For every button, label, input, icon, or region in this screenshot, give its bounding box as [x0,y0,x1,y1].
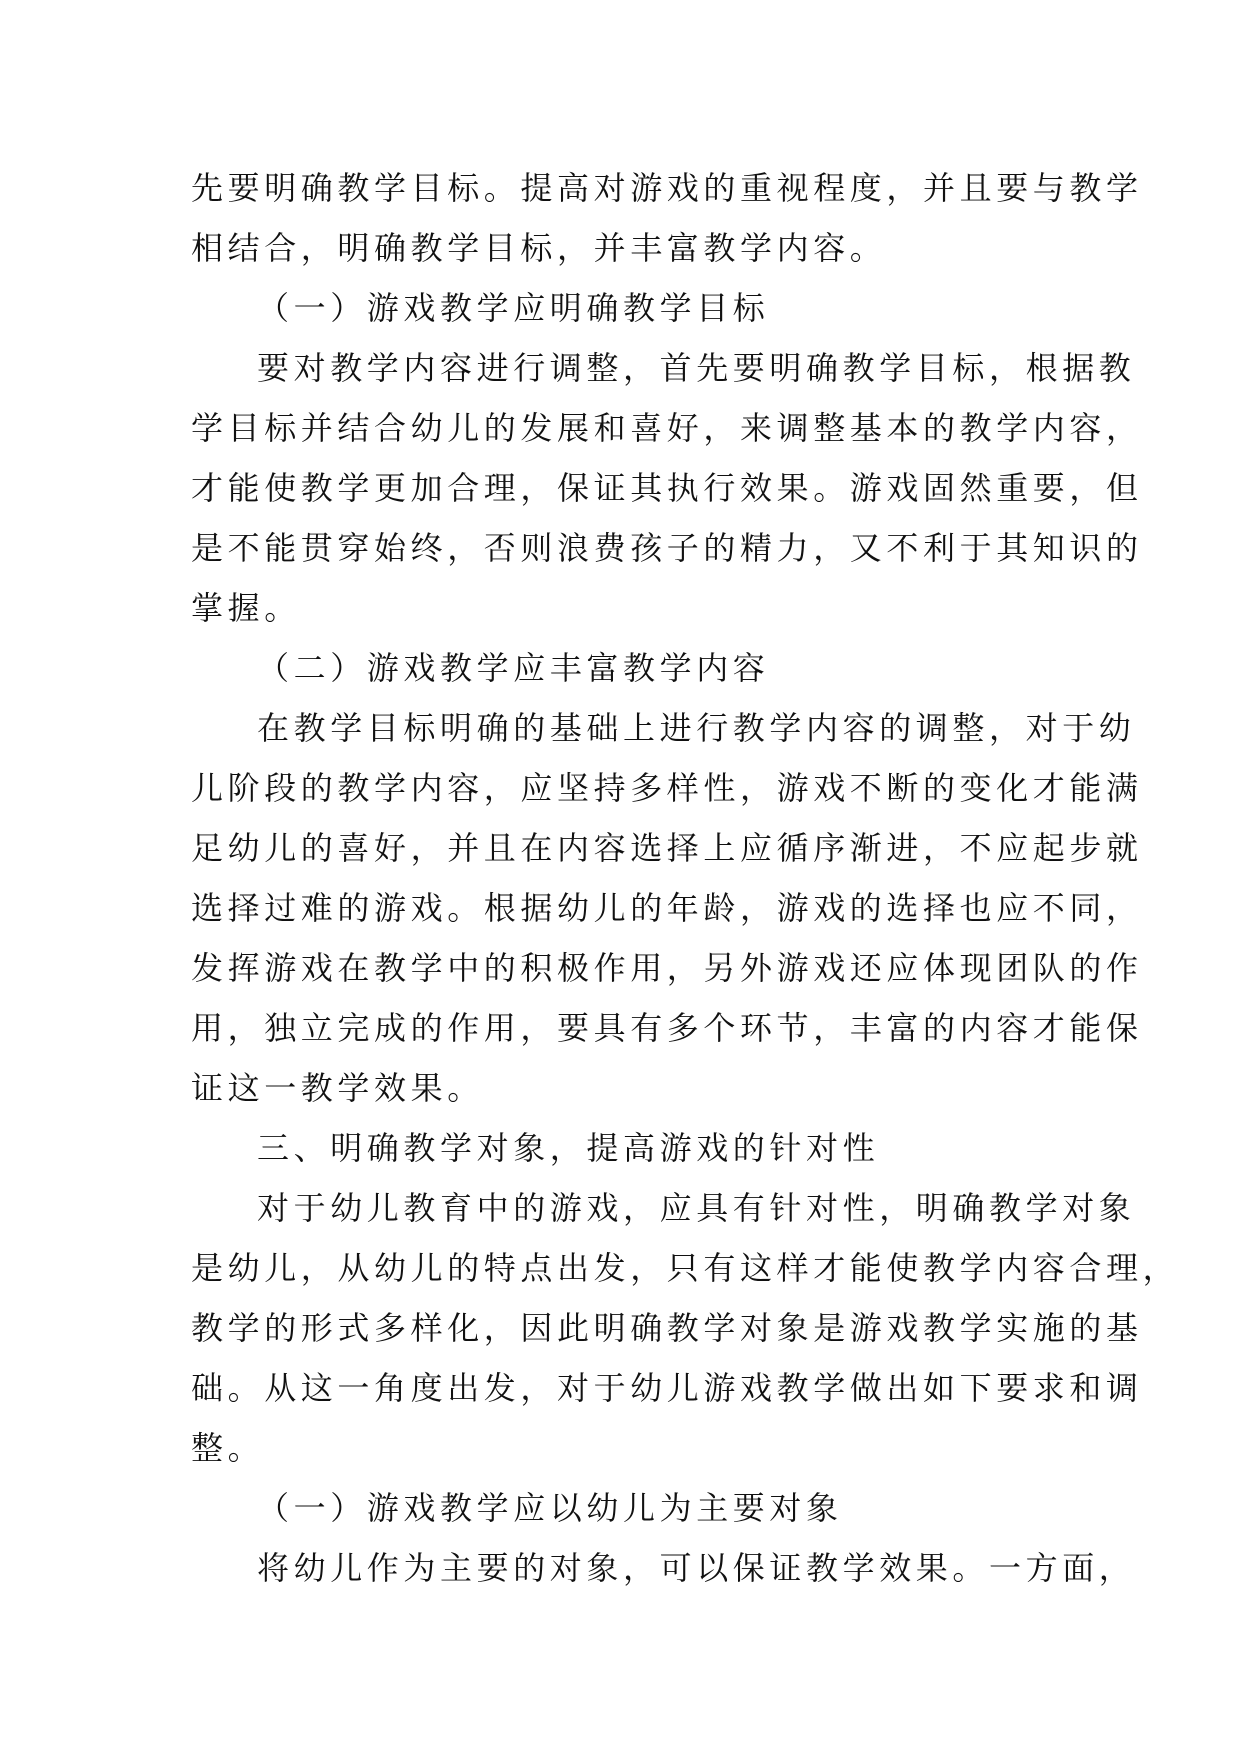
paragraph-first-line: 将幼儿作为主要的对象，可以保证教学效果。一方面， [257,1549,1136,1587]
section-heading: 三、明确教学对象，提高游戏的针对性 [257,1129,880,1167]
body-line: 儿阶段的教学内容，应坚持多样性，游戏不断的变化才能满 [191,769,1143,807]
body-line: 是幼儿，从幼儿的特点出发，只有这样才能使教学内容合理， [191,1249,1180,1287]
body-line: 是不能贯穿始终，否则浪费孩子的精力，又不利于其知识的 [191,529,1143,567]
body-line: 相结合，明确教学目标，并丰富教学内容。 [191,229,887,267]
section-heading: （一）游戏教学应以幼儿为主要对象 [257,1489,843,1527]
body-line: 先要明确教学目标。提高对游戏的重视程度，并且要与教学 [191,169,1143,207]
paragraph-first-line: 要对教学内容进行调整，首先要明确教学目标，根据教 [257,349,1136,387]
section-heading: （二）游戏教学应丰富教学内容 [257,649,770,687]
paragraph-first-line: 对于幼儿教育中的游戏，应具有针对性，明确教学对象 [257,1189,1136,1227]
body-line: 才能使教学更加合理，保证其执行效果。游戏固然重要，但 [191,469,1143,507]
body-line: 掌握。 [191,589,301,627]
section-heading: （一）游戏教学应明确教学目标 [257,289,770,327]
body-line: 足幼儿的喜好，并且在内容选择上应循序渐进，不应起步就 [191,829,1143,867]
body-line: 证这一教学效果。 [191,1069,484,1107]
body-line: 础。从这一角度出发，对于幼儿游戏教学做出如下要求和调 [191,1369,1143,1407]
paragraph-first-line: 在教学目标明确的基础上进行教学内容的调整，对于幼 [257,709,1136,747]
body-line: 教学的形式多样化，因此明确教学对象是游戏教学实施的基 [191,1309,1143,1347]
body-line: 用，独立完成的作用，要具有多个环节，丰富的内容才能保 [191,1009,1143,1047]
body-line: 发挥游戏在教学中的积极作用，另外游戏还应体现团队的作 [191,949,1143,987]
body-line: 整。 [191,1429,265,1467]
body-line: 选择过难的游戏。根据幼儿的年龄，游戏的选择也应不同， [191,889,1143,927]
document-body [191,158,1180,1598]
body-line: 学目标并结合幼儿的发展和喜好，来调整基本的教学内容， [191,409,1143,447]
